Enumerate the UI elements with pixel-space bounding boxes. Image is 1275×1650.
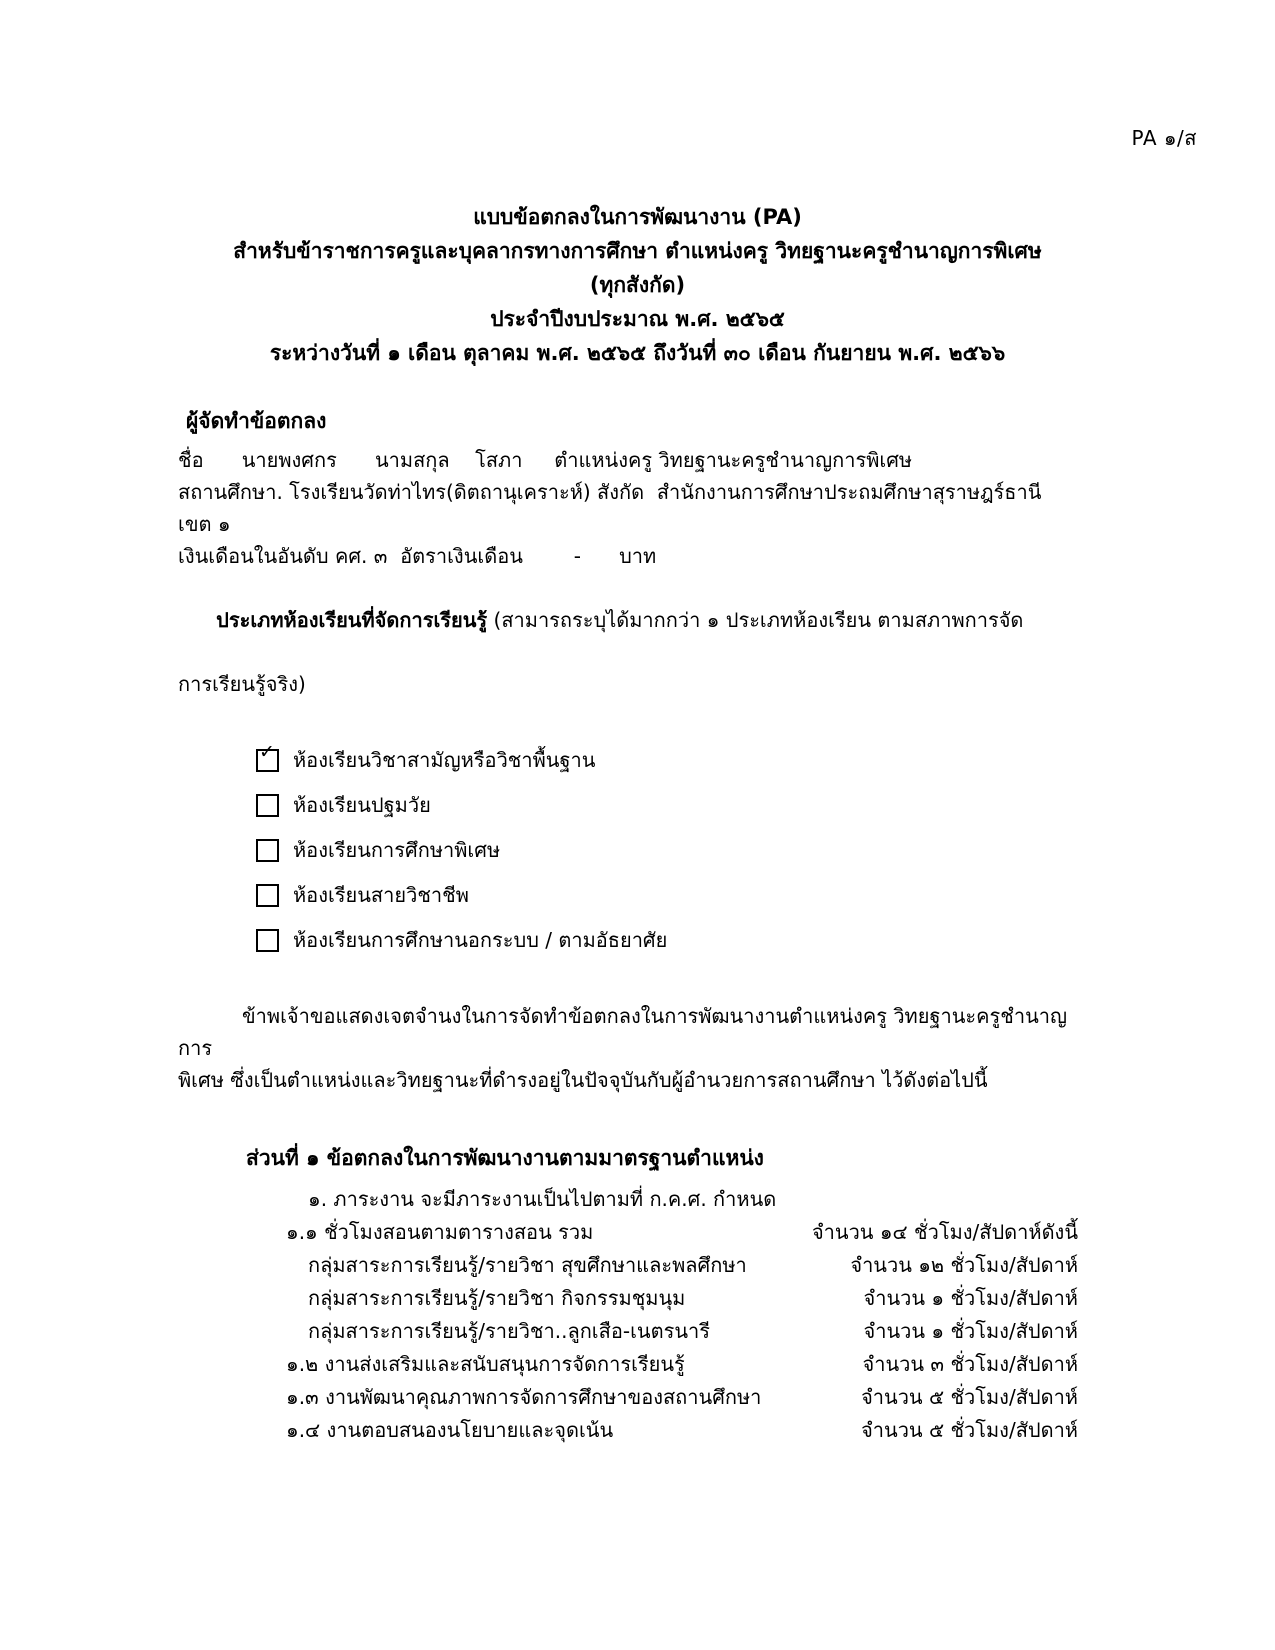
title-line-2: สำหรับข้าราชการครูและบุคลากรทางการศึกษา ตำแหน่งครู วิทยฐานะครูชำนาญการพิเศษ	[233, 239, 1042, 263]
workload-row-value: จำนวน ๕ ชั่วโมง/สัปดาห์	[861, 1385, 1078, 1409]
maker-salary-line: เงินเดือนในอันดับ คศ. ๓ อัตราเงินเดือน - บาท	[178, 544, 657, 568]
workload-row-label: ๑.๓ งานพัฒนาคุณภาพการจัดการศึกษาของสถานศึกษา	[286, 1385, 762, 1409]
checklist-item[interactable]	[256, 789, 1078, 821]
workload-row-value: จำนวน ๓ ชั่วโมง/สัปดาห์	[862, 1352, 1078, 1376]
intent-statement-line-2: พิเศษ ซึ่งเป็นตำแหน่งและวิทยฐานะที่ดำรงอยู่ในปัจจุบันกับผู้อำนวยการสถานศึกษา ไว้ดังต่อไปนี้	[178, 1068, 988, 1092]
workload-row	[178, 1381, 1078, 1414]
title-line-4: ประจำปีงบประมาณ พ.ศ. ๒๕๖๕	[490, 307, 785, 331]
workload-row	[178, 1282, 1078, 1315]
page-code: PA ๑/ส	[1131, 126, 1197, 150]
workload-row-label: กลุ่มสาระการเรียนรู้/รายวิชา กิจกรรมชุมนุม	[308, 1286, 686, 1310]
checkbox-icon[interactable]	[256, 839, 279, 862]
checklist-item[interactable]	[256, 879, 1078, 911]
workload-row-label: ๑.๑ ชั่วโมงสอนตามตารางสอน รวม	[286, 1220, 594, 1244]
workload-row-label: กลุ่มสาระการเรียนรู้/รายวิชา สุขศึกษาและพลศึกษา	[308, 1253, 747, 1277]
checkbox-icon[interactable]	[256, 884, 279, 907]
title-line-1: แบบข้อตกลงในการพัฒนางาน (PA)	[473, 205, 802, 229]
maker-heading: ผู้จัดทำข้อตกลง	[186, 409, 327, 433]
checklist-item[interactable]	[256, 924, 1078, 956]
checklist-item-label: ห้องเรียนวิชาสามัญหรือวิชาพื้นฐาน	[293, 748, 596, 772]
workload-row	[178, 1414, 1078, 1447]
workload-row-value: จำนวน ๑๔ ชั่วโมง/สัปดาห์ดังนี้	[811, 1220, 1078, 1244]
intent-statement-line-1: ข้าพเจ้าขอแสดงเจตจำนงในการจัดทำข้อตกลงในการพัฒนางานตำแหน่งครู วิทยฐานะครูชำนาญการ	[178, 1004, 1068, 1060]
classroom-type-line-2: การเรียนรู้จริง)	[178, 672, 306, 696]
checklist-item-label: ห้องเรียนปฐมวัย	[293, 793, 431, 817]
checklist-item-label: ห้องเรียนการศึกษาพิเศษ	[293, 838, 501, 862]
title-line-3: (ทุกสังกัด)	[589, 273, 686, 297]
part1-list	[178, 1183, 1078, 1447]
workload-row	[178, 1348, 1078, 1381]
checklist-item-label: ห้องเรียนการศึกษานอกระบบ / ตามอัธยาศัย	[293, 928, 668, 952]
checkbox-icon[interactable]	[256, 749, 279, 772]
workload-row-value: จำนวน ๑๒ ชั่วโมง/สัปดาห์	[850, 1253, 1078, 1277]
checklist-item[interactable]	[256, 744, 1078, 776]
checklist-item[interactable]	[256, 834, 1078, 866]
classroom-type-line	[178, 572, 1078, 668]
checkbox-icon[interactable]	[256, 929, 279, 952]
classroom-type-note: (สามารถระบุได้มากกว่า ๑ ประเภทห้องเรียน ตามสภาพการจัด	[487, 608, 1024, 632]
workload-row-label: กลุ่มสาระการเรียนรู้/รายวิชา..ลูกเสือ-เนตรนารี	[308, 1319, 710, 1343]
classroom-type-label: ประเภทห้องเรียนที่จัดการเรียนรู้	[216, 608, 488, 632]
workload-row-value: จำนวน ๕ ชั่วโมง/สัปดาห์	[861, 1418, 1078, 1442]
title-line-5: ระหว่างวันที่ ๑ เดือน ตุลาคม พ.ศ. ๒๕๖๕ ถึงวันที่ ๓๐ เดือน กันยายน พ.ศ. ๒๕๖๖	[269, 341, 1006, 365]
workload-row-value: จำนวน ๑ ชั่วโมง/สัปดาห์	[863, 1286, 1078, 1310]
document-body	[178, 405, 1078, 1447]
maker-school-line: สถานศึกษา. โรงเรียนวัดท่าไทร(ดิตถานุเคราะห์) สังกัด สำนักงานการศึกษาประถมศึกษาสุราษฎร์ธานี เขต ๑	[178, 480, 1048, 536]
document-title-block	[0, 200, 1275, 370]
workload-row-label: ๑.๔ งานตอบสนองนโยบายและจุดเน้น	[286, 1418, 614, 1442]
checkbox-icon[interactable]	[256, 794, 279, 817]
workload-row-label: ๑.๒ งานส่งเสริมและสนับสนุนการจัดการเรียนรู้	[286, 1352, 685, 1376]
maker-name-line: ชื่อ นายพงศกร นามสกุล โสภา ตำแหน่งครู วิทยฐานะครูชำนาญการพิเศษ	[178, 448, 913, 472]
part1-intro	[178, 1183, 1078, 1216]
workload-row	[178, 1216, 1078, 1249]
checklist-item-label: ห้องเรียนสายวิชาชีพ	[293, 883, 469, 907]
workload-row-value: จำนวน ๑ ชั่วโมง/สัปดาห์	[863, 1319, 1078, 1343]
part1-intro-label: ๑. ภาระงาน จะมีภาระงานเป็นไปตามที่ ก.ค.ศ. กำหนด	[308, 1187, 777, 1211]
intent-statement	[178, 1000, 1078, 1096]
workload-row	[178, 1315, 1078, 1348]
part1-heading: ส่วนที่ ๑ ข้อตกลงในการพัฒนางานตามมาตรฐานตำแหน่ง	[246, 1146, 764, 1170]
classroom-type-checklist	[178, 744, 1078, 956]
workload-row	[178, 1249, 1078, 1282]
